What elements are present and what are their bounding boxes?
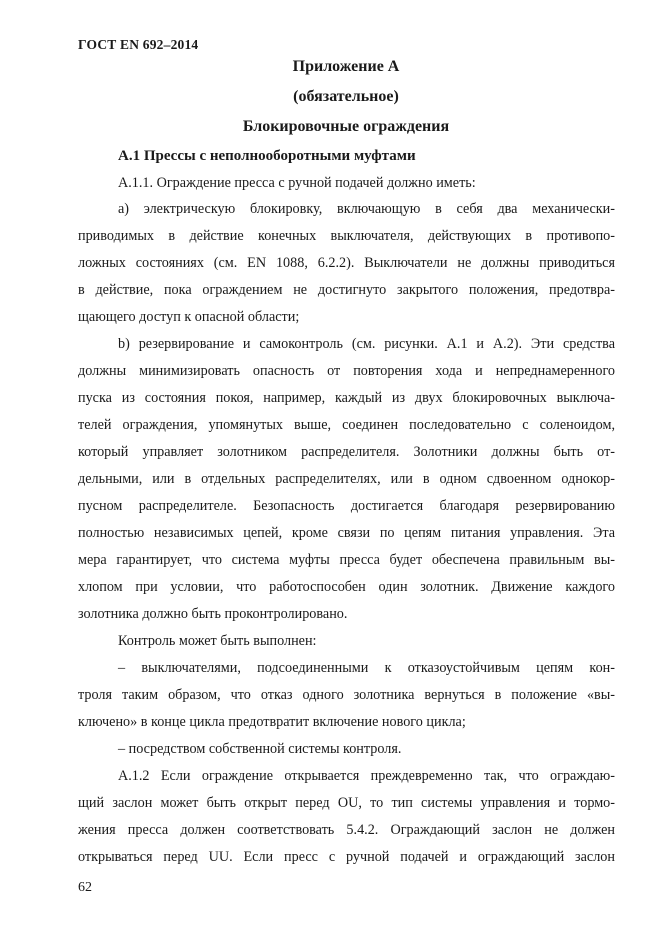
text-line: приводимых в действие конечных выключателя, действующих в противопо-	[78, 228, 615, 244]
text-line: ложных состояниях (см. EN 1088, 6.2.2). Выключатели не должны приводиться	[78, 255, 615, 271]
text-line: хлопом при условии, что работоспособен один золотник. Движение каждого	[78, 579, 615, 595]
text-line: золотника должно быть проконтролировано.	[78, 606, 348, 622]
text-line: дельными, или в отдельных распределителях, или в одном сдвоенном однокор-	[78, 471, 615, 487]
text-line: Контроль может быть выполнен:	[118, 633, 317, 649]
annex-status: (обязательное)	[293, 88, 399, 105]
text-line: полностью независимых цепей, кроме связи по цепям питания управления. Эта	[78, 525, 615, 541]
document-code: ГОСТ EN 692–2014	[78, 37, 199, 52]
annex-title: Приложение А	[292, 58, 400, 75]
text-line: щающего доступ к опасной области;	[78, 309, 300, 325]
annex-heading: Блокировочные ограждения	[242, 118, 450, 135]
text-line: мера гарантирует, что система муфты пресса будет обеспечена правильным вы-	[78, 552, 615, 568]
text-line: открываться перед UU. Если пресс с ручной подачей и ограждающий заслон	[78, 849, 615, 865]
list-item-dash: – выключателями, подсоединенными к отказоустойчивым цепям кон-	[118, 660, 615, 676]
text-line: ключено» в конце цикла предотвратит включение нового цикла;	[78, 714, 466, 730]
text-line: который управляет золотником распределителя. Золотники должны быть от-	[78, 444, 615, 460]
text-line: троля таким образом, что отказ одного золотника вернуться в положение «вы-	[78, 687, 615, 703]
text-line: телей ограждения, упомянутых выше, соединен последовательно с соленоидом,	[78, 417, 615, 433]
text-line: должны минимизировать опасность от повторения хода и непреднамеренного	[78, 363, 615, 379]
text-line: жения пресса должен соответствовать 5.4.2. Ограждающий заслон не должен	[78, 822, 615, 838]
page-number: 62	[78, 880, 92, 895]
section-title: А.1 Прессы с неполнооборотными муфтами	[118, 148, 416, 164]
text-line: А.1.1. Ограждение пресса с ручной подачей должно иметь:	[118, 175, 476, 191]
text-line: пусном распределителе. Безопасность достигается благодаря резервированию	[78, 498, 615, 514]
text-line: пуска из состояния покоя, например, каждый из двух блокировочных выключа-	[78, 390, 615, 406]
text-line: b) резервирование и самоконтроль (см. рисунки. А.1 и А.2). Эти средства	[118, 336, 615, 352]
text-line: щий заслон может быть открыт перед OU, то тип системы управления и тормо-	[78, 795, 615, 811]
text-line: в действие, пока ограждением не достигнуто закрытого положения, предотвра-	[78, 282, 615, 298]
text-line: а) электрическую блокировку, включающую в себя два механически-	[118, 201, 615, 217]
text-line: А.1.2 Если ограждение открывается преждевременно так, что ограждаю-	[118, 768, 615, 784]
list-item-dash: – посредством собственной системы контроля.	[118, 741, 402, 757]
